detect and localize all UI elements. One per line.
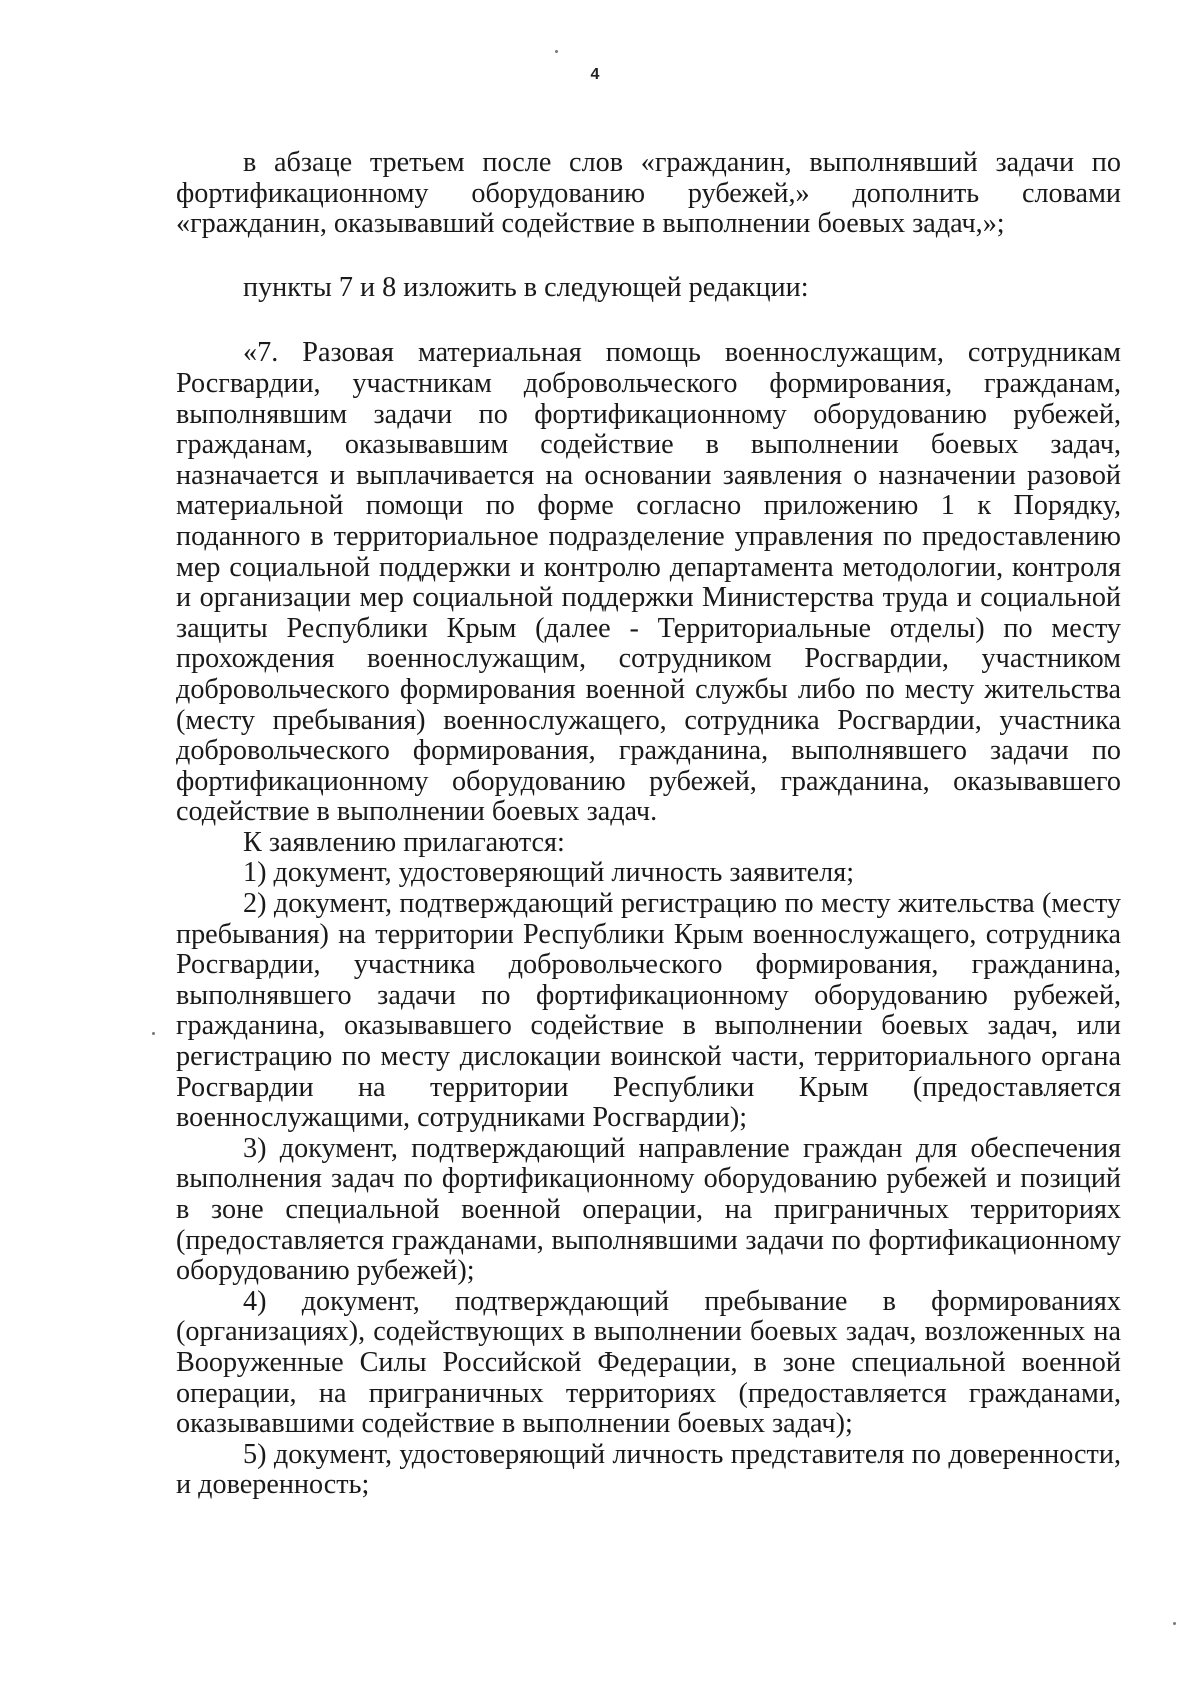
list-item-2: 2) документ, подтверждающий регистрацию по месту жительства (месту пребывания) на территории Республики Крым военнослужащего, сотрудника Росгвардии, участника добровольческого формирования, гражданина, выполнявшего задачи по фортификационному оборудованию рубежей, гражданина, оказывавшего содействие в выполнении боевых задач, или регистрацию по месту дислокации воинской части, территориального органа Росгвардии на территории Республики Крым (предоставляется военнослужащими, сотрудниками Росгвардии); <box>176 888 1121 1134</box>
scan-speck <box>1173 1622 1176 1625</box>
paragraph-amendment-third-subparagraph: в абзаце третьем после слов «гражданин, выполнявший задачи по фортификационному оборудованию рубежей,» дополнить словами «гражданин, оказывавший содействие в выполнении боевых задач,»; <box>176 147 1121 240</box>
scan-speck <box>555 50 558 53</box>
list-item-4: 4) документ, подтверждающий пребывание в формированиях (организациях), содействующих в выполнении боевых задач, возложенных на Вооруженные Силы Российской Федерации, в зоне специальной военной операции, на приграничных территориях (предоставляется гражданами, оказывавшими содействие в выполнении боевых задач); <box>176 1285 1121 1440</box>
paragraph-points-7-8-intro: пункты 7 и 8 изложить в следующей редакции: <box>243 271 809 303</box>
document-body <box>176 148 1121 1501</box>
scan-speck <box>152 1032 155 1035</box>
list-item-5: 5) документ, удостоверяющий личность представителя по доверенности, и доверенность; <box>176 1438 1121 1501</box>
list-item-1: 1) документ, удостоверяющий личность заявителя; <box>243 857 855 889</box>
paragraph-point-7: «7. Разовая материальная помощь военнослужащим, сотрудникам Росгвардии, участникам добровольческого формирования, гражданам, выполнявшим задачи по фортификационному оборудованию рубежей, гражданам, оказывавшим содействие в выполнении боевых задач, назначается и выплачивается на основании заявления о назначении разовой материальной помощи по форме согласно приложению 1 к Порядку, поданного в территориальное подразделение управления по предоставлению мер социальной поддержки и контролю департамента методологии, контроля и организации мер социальной поддержки Министерства труда и социальной защиты Республики Крым (далее - Территориальные отделы) по месту прохождения военнослужащим, сотрудником Росгвардии, участником добровольческого формирования военной службы либо по месту жительства (месту пребывания) военнослужащего, сотрудника Росгвардии, участника добровольческого формирования, гражданина, выполнявшего задачи по фортификационному оборудованию рубежей, гражданина, оказывавшего содействие в выполнении боевых задач. <box>176 337 1121 828</box>
paragraph-attachments-intro: К заявлению прилагаются: <box>243 826 565 858</box>
page-number: 4 <box>590 66 600 83</box>
list-item-3: 3) документ, подтверждающий направление граждан для обеспечения выполнения задач по фортификационному оборудованию рубежей и позиций в зоне специальной военной операции, на приграничных территориях (предоставляется гражданами, выполнявшими задачи по фортификационному оборудованию рубежей); <box>176 1132 1121 1287</box>
